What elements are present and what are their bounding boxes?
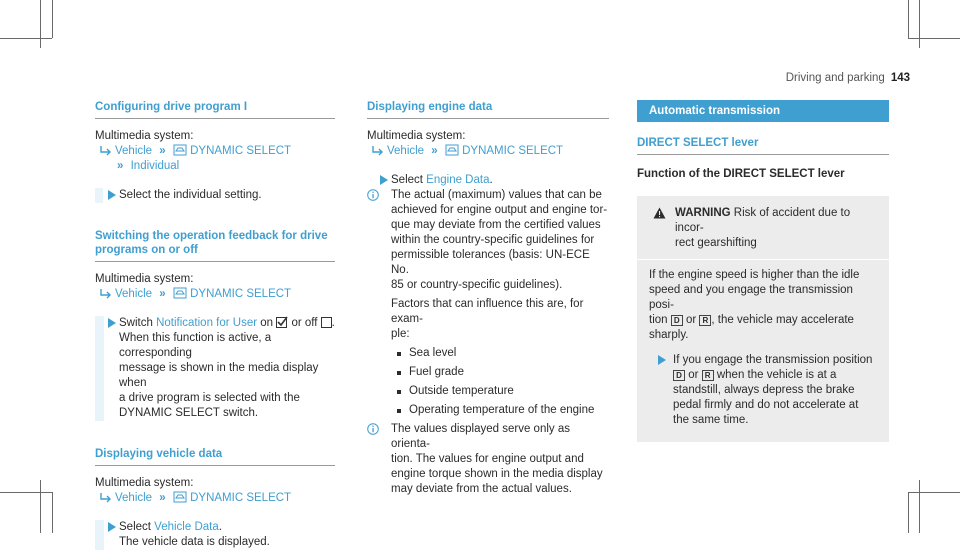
warning-header (649, 206, 877, 251)
info-line: within the country-specific guidelines for (391, 234, 595, 246)
list-item (395, 384, 609, 399)
path-arrow-icon (99, 288, 113, 299)
crop-mark (0, 492, 52, 493)
double-chevron-icon: » (159, 288, 166, 300)
warning-line (649, 313, 877, 328)
step-line: Switch Notification for User on or off . (119, 317, 335, 329)
info-line: permissible tolerances (basis: UN-ECE No. (391, 249, 590, 276)
section-heading: Configuring drive program I (95, 100, 335, 119)
step-text: or (688, 369, 699, 381)
step-text: Select (391, 174, 423, 186)
step-text: Select (119, 521, 151, 533)
gear-r-icon: R (702, 370, 714, 381)
warning-icon (653, 207, 666, 219)
warning-line: speed and you engage the transmission posi- (649, 284, 853, 311)
info-note (367, 188, 609, 418)
crop-mark (908, 492, 909, 533)
path-dynamic-select[interactable]: DYNAMIC SELECT (462, 145, 564, 157)
info-line: ple: (391, 328, 410, 340)
info-icon (367, 189, 379, 201)
system-label: Multimedia system: (95, 477, 194, 489)
warning-text: rect gearshifting (675, 237, 757, 249)
list-item (395, 403, 609, 418)
column-3 (637, 100, 889, 442)
warning-text: Risk of accident due to incor- (675, 207, 851, 234)
gear-d-icon: D (673, 370, 685, 381)
gear-r-icon: R (699, 315, 711, 326)
double-chevron-icon: » (159, 492, 166, 504)
step-line: pedal firmly and do not accelerate at (673, 399, 859, 411)
car-icon (173, 491, 187, 503)
crop-mark (40, 480, 41, 533)
info-note (367, 422, 609, 497)
info-icon (367, 423, 379, 435)
info-line: 85 or country-specific guidelines). (391, 279, 563, 291)
section-heading: Displaying engine data (367, 100, 609, 119)
menu-path (95, 144, 335, 159)
gear-d-icon: D (671, 315, 683, 326)
checkbox-empty-icon (321, 317, 332, 328)
double-chevron-icon: » (117, 160, 124, 172)
path-arrow-icon (371, 145, 385, 156)
path-dynamic-select[interactable]: DYNAMIC SELECT (190, 145, 292, 157)
step-line: a drive program is selected with the (119, 392, 300, 404)
step-line: Select Vehicle Data. (119, 521, 222, 533)
crop-mark (908, 0, 909, 38)
chapter-bar: Automatic transmission (637, 100, 889, 122)
column-1 (95, 100, 335, 550)
car-icon (173, 287, 187, 299)
info-line: may deviate from the actual values. (391, 483, 572, 495)
crop-mark (52, 492, 53, 533)
info-line: tion. The values for engine output and (391, 453, 584, 465)
path-arrow-icon (99, 145, 113, 156)
step-line: DYNAMIC SELECT switch. (119, 407, 259, 419)
step-line: The vehicle data is displayed. (119, 536, 270, 548)
list-item-text: Sea level (409, 347, 457, 359)
warning-text: tion (649, 314, 668, 326)
checkbox-checked-icon (276, 316, 288, 328)
warning-text: , the vehicle may accelerate (711, 314, 854, 326)
car-icon (173, 144, 187, 156)
list-item-text: Outside temperature (409, 385, 514, 397)
step-text: when the vehicle is at a (716, 369, 837, 381)
info-line: Factors that can influence this are, for exam- (391, 298, 584, 325)
path-arrow-icon (99, 492, 113, 503)
system-label: Multimedia system: (367, 130, 466, 142)
step-arrow-icon (107, 190, 117, 200)
section-heading: Displaying vehicle data (95, 447, 335, 466)
heading-line: programs on or off (95, 244, 198, 256)
system-label: Multimedia system: (95, 273, 194, 285)
step-arrow-icon (107, 522, 117, 532)
warning-label: WARNING (675, 207, 731, 219)
step-text: or off (291, 317, 318, 329)
heading-line: Switching the operation feedback for drive (95, 230, 328, 242)
section-name: Driving and parking (785, 72, 885, 84)
step-arrow-icon (107, 318, 117, 328)
step-line: message is shown in the media display when (119, 362, 319, 389)
path-vehicle[interactable]: Vehicle (115, 492, 153, 504)
section-heading (95, 229, 335, 262)
info-line: que may deviate from the certified values (391, 219, 601, 231)
crop-mark (919, 0, 920, 48)
running-header (786, 71, 910, 86)
double-chevron-icon: » (431, 145, 438, 157)
warning-line: If the engine speed is higher than the idle (649, 269, 860, 281)
menu-path-2 (95, 159, 335, 174)
warning-text: or (685, 314, 697, 326)
step-line: the same time. (673, 414, 749, 426)
step-line: When this function is active, a corresponding (119, 332, 272, 359)
crop-mark (0, 38, 52, 39)
setting-link[interactable]: Engine Data (426, 174, 490, 186)
crop-mark (40, 0, 41, 48)
setting-link[interactable]: Vehicle Data (154, 521, 219, 533)
double-chevron-icon: » (159, 145, 166, 157)
step-text: Select the individual setting. (119, 189, 262, 201)
crop-mark (52, 0, 53, 38)
subheading: Function of the DIRECT SELECT lever (637, 168, 845, 180)
step (95, 188, 335, 203)
step-text: Switch (119, 317, 153, 329)
path-vehicle[interactable]: Vehicle (115, 288, 153, 300)
system-label: Multimedia system: (95, 130, 194, 142)
crop-mark (908, 38, 960, 39)
divider (637, 259, 889, 260)
page-number: 143 (890, 72, 910, 84)
info-line: achieved for engine output and engine tor- (391, 204, 608, 216)
step (649, 353, 877, 428)
path-dynamic-select[interactable]: DYNAMIC SELECT (190, 492, 292, 504)
step-arrow-icon (379, 175, 389, 185)
list-item-text: Fuel grade (409, 366, 464, 378)
step-line (673, 368, 877, 383)
path-individual[interactable]: Individual (130, 160, 180, 172)
warning-box (637, 196, 889, 442)
crop-mark (919, 480, 920, 533)
step (95, 316, 335, 421)
step-line: If you engage the transmission position (673, 354, 873, 366)
column-2 (367, 100, 609, 497)
section-heading: DIRECT SELECT lever (637, 136, 889, 155)
menu-path (95, 491, 335, 506)
car-icon (445, 144, 459, 156)
list-item-text: Operating temperature of the engine (409, 404, 595, 416)
info-line: The actual (maximum) values that can be (391, 189, 602, 201)
crop-mark (908, 492, 960, 493)
info-line: The values displayed serve only as orienta- (391, 423, 570, 450)
setting-link[interactable]: Notification for User (156, 317, 258, 329)
step-arrow-icon (657, 355, 667, 365)
step: Select Engine Data. (367, 173, 609, 188)
step-text: on (260, 317, 274, 329)
path-vehicle[interactable]: Vehicle (387, 145, 425, 157)
list-item (395, 346, 609, 361)
info-line: engine torque shown in the media display (391, 468, 603, 480)
path-dynamic-select[interactable]: DYNAMIC SELECT (190, 288, 292, 300)
menu-path (95, 287, 335, 302)
menu-path (367, 144, 609, 159)
step-line: standstill, always depress the brake (673, 384, 855, 396)
path-vehicle[interactable]: Vehicle (115, 145, 153, 157)
list-item (395, 365, 609, 380)
step (95, 520, 335, 550)
warning-line: sharply. (649, 329, 689, 341)
